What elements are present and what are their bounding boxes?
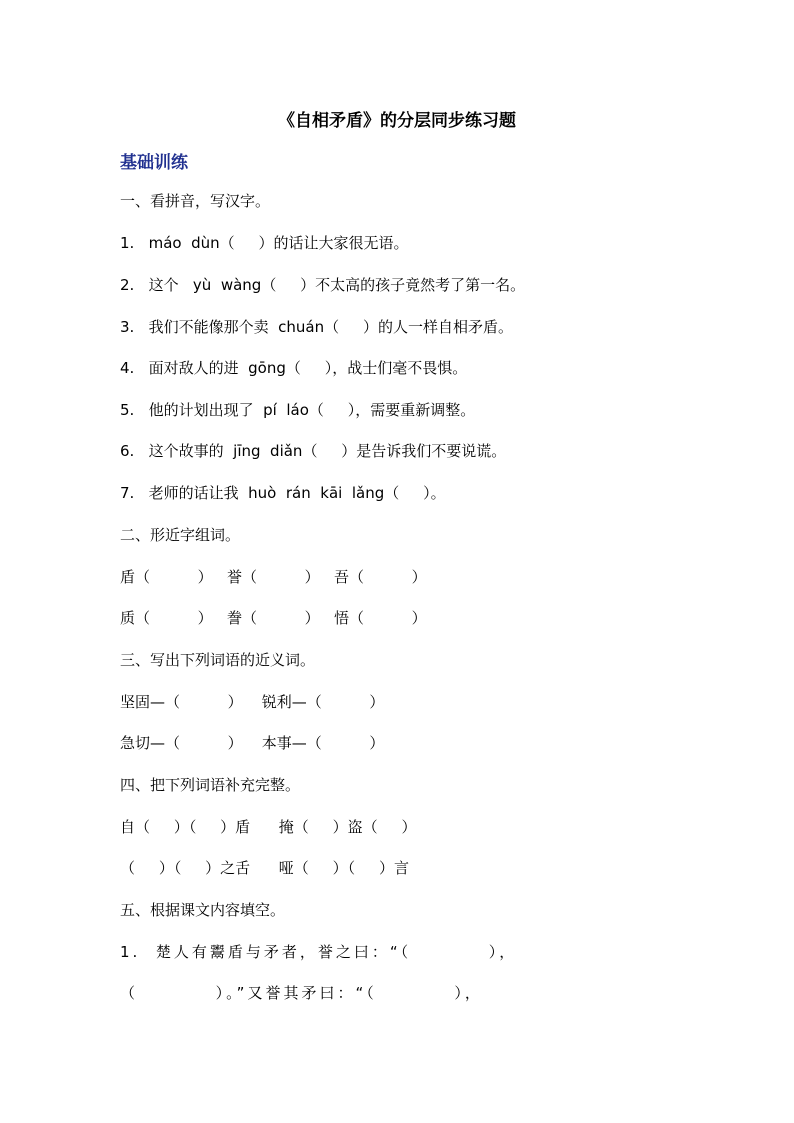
question-item: 2. 这个 yù wàng（ ）不太高的孩子竟然考了第一名。 [120,276,526,294]
question-item: 3. 我们不能像那个卖 chuán（ ）的人一样自相矛盾。 [120,318,513,336]
section-heading: 基础训练 [120,153,188,173]
question-heading-4: 四、把下列词语补充完整。 [120,776,301,794]
question-item: 5. 他的计划出现了 pí láo（ ），需要重新调整。 [120,401,476,419]
synonym-row: 急切—（ ） 本事—（ ） [120,734,385,752]
question-heading-5: 五、根据课文内容填空。 [120,901,286,919]
fill-blank-line: 1. 楚人有鬻盾与矛者，誉之曰：“（ ）， [120,943,518,961]
word-group-row: 质（ ） 誊（ ） 悟（ ） [120,609,427,627]
question-item: 1. máo dùn（ ）的话让大家很无语。 [120,234,409,252]
idiom-row: 自（ ）（ ）盾 掩（ ）盗（ ） [120,818,417,836]
question-item: 7. 老师的话让我 huò rán kāi lǎng（ ）。 [120,484,446,502]
question-heading-3: 三、写出下列词语的近义词。 [120,651,316,669]
word-group-row: 盾（ ） 誉（ ） 吾（ ） [120,568,427,586]
question-heading-2: 二、形近字组词。 [120,526,241,544]
question-item: 6. 这个故事的 jīng diǎn（ ）是告诉我们不要说谎。 [120,442,507,460]
question-heading-1: 一、看拼音，写汉字。 [120,192,271,210]
fill-blank-line: （ ）。”又誉其矛曰：“（ ）， [120,984,483,1002]
question-item: 4. 面对敌人的进 gōng（ ），战士们毫不畏惧。 [120,359,468,377]
synonym-row: 坚固—（ ） 锐利—（ ） [120,693,385,711]
idiom-row: （ ）（ ）之舌 哑（ ）（ ）言 [120,859,409,877]
page-title: 《自相矛盾》的分层同步练习题 [278,111,516,131]
